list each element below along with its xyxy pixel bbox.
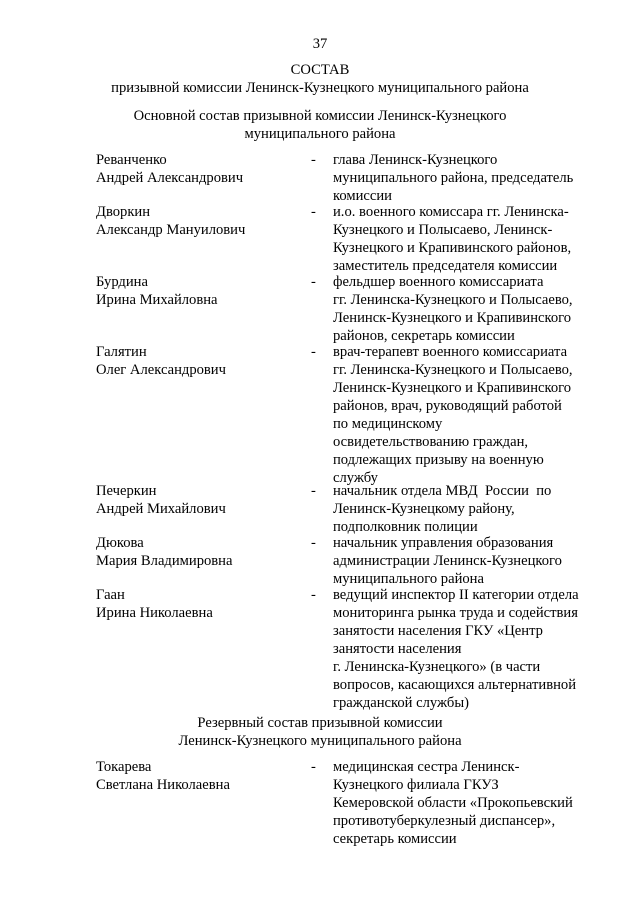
surname: Дюкова <box>96 535 144 551</box>
role-line: службу <box>333 470 378 486</box>
role-line: Ленинск-Кузнецкого и Крапивинского <box>333 310 572 326</box>
main-composition-heading <box>0 107 640 143</box>
given-names: Ирина Николаевна <box>96 605 213 621</box>
heading-line: Резервный состав призывной комиссии <box>197 715 443 731</box>
member-role <box>333 534 595 588</box>
role-line: освидетельствованию граждан, <box>333 434 529 450</box>
role-line: врач-терапевт военного комиссариата <box>333 344 568 360</box>
role-line: гг. Ленинска-Кузнецкого и Полысаево, <box>333 292 573 308</box>
surname: Дворкин <box>96 204 151 220</box>
given-names: Александр Мануилович <box>96 222 246 238</box>
surname: Токарева <box>96 759 152 775</box>
member-name <box>96 343 306 379</box>
surname: Галятин <box>96 344 147 360</box>
heading-line: муниципального района <box>244 126 396 142</box>
role-line: Кузнецкого филиала ГКУЗ <box>333 777 499 793</box>
dash-separator: - <box>311 759 316 775</box>
role-line: муниципального района, председатель <box>333 170 574 186</box>
dash-separator: - <box>311 274 316 290</box>
role-line: фельдшер военного комиссариата <box>333 274 544 290</box>
role-line: районов, секретарь комиссии <box>333 328 515 344</box>
member-name <box>96 151 306 187</box>
role-line: гражданской службы) <box>333 695 469 711</box>
role-line: Кузнецкого и Крапивинского районов, <box>333 240 572 256</box>
given-names: Андрей Александрович <box>96 170 244 186</box>
member-name <box>96 203 306 239</box>
surname: Бурдина <box>96 274 148 290</box>
member-role <box>333 273 595 345</box>
member-role <box>333 586 595 712</box>
role-line: Кузнецкого и Полысаево, Ленинск- <box>333 222 553 238</box>
member-name <box>96 586 306 622</box>
role-line: медицинская сестра Ленинск- <box>333 759 520 775</box>
role-line: районов, врач, руководящий работой <box>333 398 562 414</box>
dash-separator: - <box>311 152 316 168</box>
role-line: подлежащих призыву на военную <box>333 452 544 468</box>
given-names: Мария Владимировна <box>96 553 233 569</box>
member-name <box>96 534 306 570</box>
reserve-composition-heading <box>0 714 640 750</box>
role-line: заместитель председателя комиссии <box>333 258 558 274</box>
heading-line: Основной состав призывной комиссии Ленинск-Кузнецкого <box>133 108 507 124</box>
heading-line: Ленинск-Кузнецкого муниципального района <box>178 733 462 749</box>
document-title: СОСТАВ <box>290 62 350 78</box>
role-line: подполковник полиции <box>333 519 478 535</box>
given-names: Андрей Михайлович <box>96 501 226 517</box>
role-line: глава Ленинск-Кузнецкого <box>333 152 498 168</box>
role-line: занятости населения <box>333 641 462 657</box>
member-role <box>333 758 595 848</box>
member-role <box>333 482 595 536</box>
given-names: Олег Александрович <box>96 362 226 378</box>
role-line: комиссии <box>333 188 392 204</box>
dash-separator: - <box>311 204 316 220</box>
surname: Реванченко <box>96 152 167 168</box>
member-role <box>333 343 595 487</box>
given-names: Ирина Михайловна <box>96 292 218 308</box>
given-names: Светлана Николаевна <box>96 777 230 793</box>
dash-separator: - <box>311 344 316 360</box>
dash-separator: - <box>311 587 316 603</box>
role-line: гг. Ленинска-Кузнецкого и Полысаево, <box>333 362 573 378</box>
document-subtitle: призывной комиссии Ленинск-Кузнецкого муниципального района <box>111 80 529 96</box>
role-line: ведущий инспектор II категории отдела <box>333 587 579 603</box>
role-line: мониторинга рынка труда и содействия <box>333 605 578 621</box>
member-name <box>96 273 306 309</box>
role-line: Кемеровской области «Прокопьевский <box>333 795 573 811</box>
page-number: 37 <box>312 36 328 52</box>
member-role <box>333 203 595 275</box>
role-line: и.о. военного комиссара гг. Ленинска- <box>333 204 569 220</box>
role-line: начальник отдела МВД России по <box>333 483 552 499</box>
member-name <box>96 758 306 794</box>
role-line: секретарь комиссии <box>333 831 457 847</box>
role-line: противотуберкулезный диспансер», <box>333 813 556 829</box>
surname: Печеркин <box>96 483 157 499</box>
role-line: администрации Ленинск-Кузнецкого <box>333 553 562 569</box>
role-line: занятости населения ГКУ «Центр <box>333 623 543 639</box>
role-line: по медицинскому <box>333 416 443 432</box>
role-line: г. Ленинска-Кузнецкого» (в части <box>333 659 541 675</box>
role-line: Ленинск-Кузнецкому району, <box>333 501 515 517</box>
member-role <box>333 151 595 205</box>
surname: Гаан <box>96 587 125 603</box>
role-line: вопросов, касающихся альтернативной <box>333 677 577 693</box>
role-line: начальник управления образования <box>333 535 554 551</box>
dash-separator: - <box>311 535 316 551</box>
role-line: муниципального района <box>333 571 484 587</box>
dash-separator: - <box>311 483 316 499</box>
role-line: Ленинск-Кузнецкого и Крапивинского <box>333 380 572 396</box>
member-name <box>96 482 306 518</box>
